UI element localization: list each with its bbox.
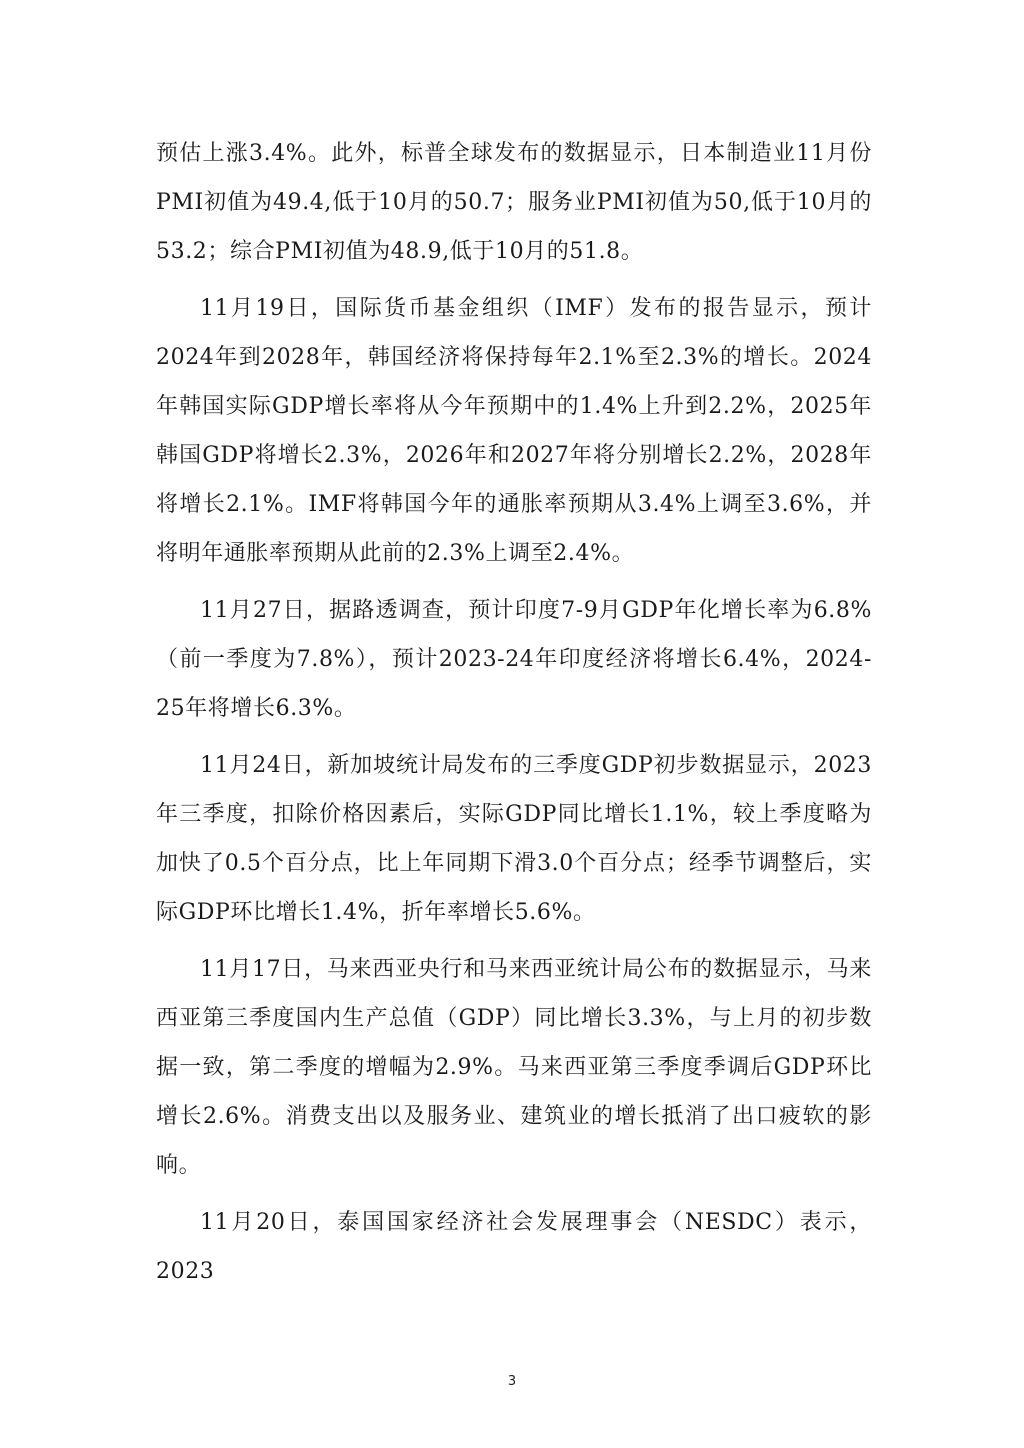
paragraph-japan-pmi: 预估上涨3.4%。此外，标普全球发布的数据显示，日本制造业11月份PMI初值为49.4,低于10月的50.7；服务业PMI初值为50,低于10月的53.2；综合PMI初值为48.9,低于10月的51.8。	[156, 141, 872, 264]
paragraph-malaysia-gdp: 11月17日，马来西亚央行和马来西亚统计局公布的数据显示，马来西亚第三季度国内生产总值（GDP）同比增长3.3%，与上月的初步数据一致，第二季度的增幅为2.9%。马来西亚第三季度季调后GDP环比增长2.6%。消费支出以及服务业、建筑业的增长抵消了出口疲软的影响。	[156, 957, 872, 1178]
paragraph-india-gdp: 11月27日，据路透调查，预计印度7-9月GDP年化增长率为6.8%（前一季度为7.8%），预计2023-24年印度经济将增长6.4%，2024-25年将增长6.3%。	[156, 598, 872, 721]
document-body	[156, 129, 872, 1296]
paragraph-thailand-nesdc: 11月20日，泰国国家经济社会发展理事会（NESDC）表示，2023	[156, 1210, 872, 1284]
page-number: 3	[507, 1374, 517, 1389]
paragraph-korea-imf: 11月19日，国际货币基金组织（IMF）发布的报告显示，预计2024年到2028年，韩国经济将保持每年2.1%至2.3%的增长。2024年韩国实际GDP增长率将从今年预期中的1.4%上升到2.2%，2025年韩国GDP将增长2.3%，2026年和2027年将分别增长2.2%，2028年将增长2.1%。IMF将韩国今年的通胀率预期从3.4%上调至3.6%，并将明年通胀率预期从此前的2.3%上调至2.4%。	[156, 296, 872, 566]
paragraph-singapore-gdp: 11月24日，新加坡统计局发布的三季度GDP初步数据显示，2023年三季度，扣除价格因素后，实际GDP同比增长1.1%，较上季度略为加快了0.5个百分点，比上年同期下滑3.0个百分点；经季节调整后，实际GDP环比增长1.4%，折年率增长5.6%。	[156, 753, 872, 925]
